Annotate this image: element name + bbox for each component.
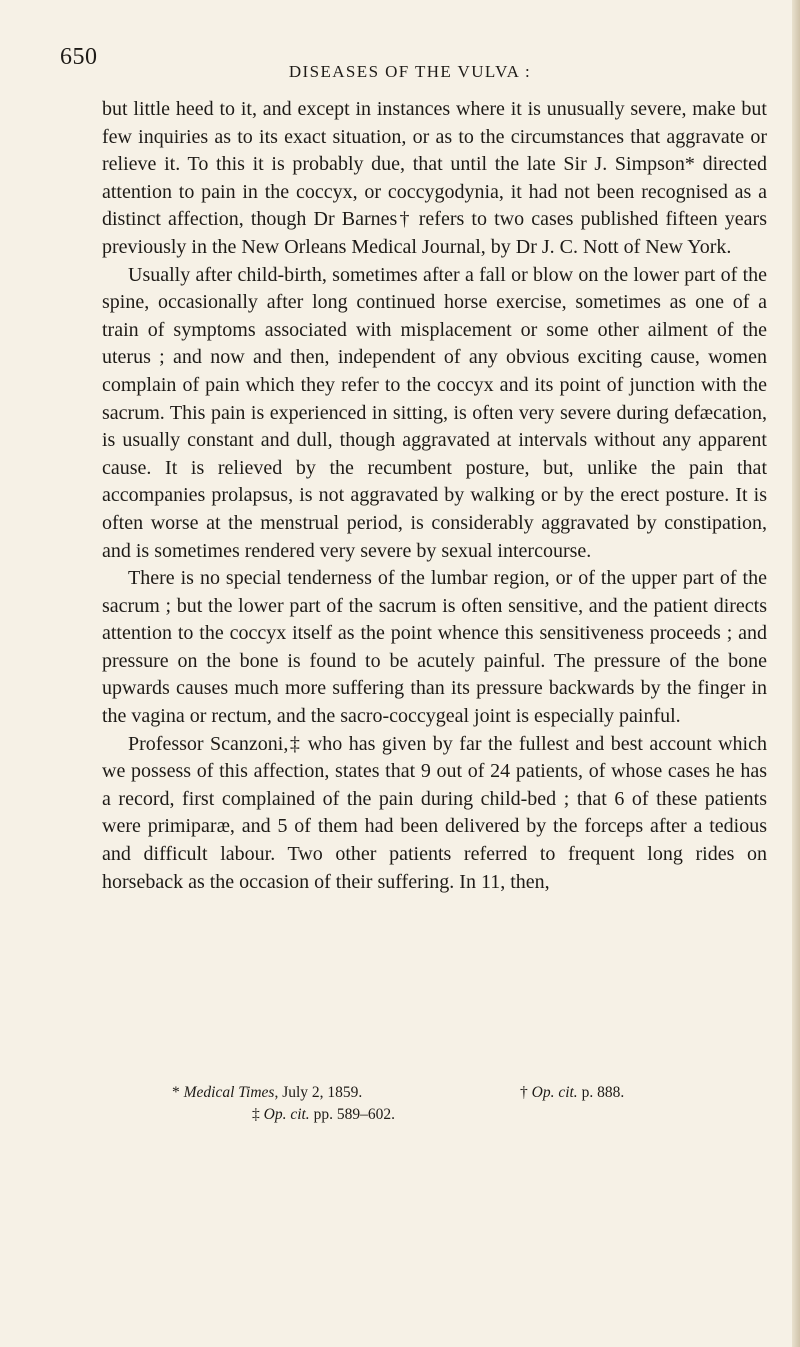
paragraph-1: but little heed to it, and except in instances where it is unusually severe, make but few inquiries as to its exact situation, or as to the circumstances that aggravate or relieve it. To this it is probably due, that until the late Sir J. Simpson* directed attention to pain in the coccyx, or coccygodynia, it had not been recognised as a distinct affection, though Dr Barnes† refers to two cases published fifteen years previously in the New Orleans Medical Journal, by Dr J. C. Nott of New York. xyxy=(102,98,767,258)
footnote-1: * Medical Times, July 2, 1859. xyxy=(172,1084,363,1101)
page-edge xyxy=(792,0,800,1347)
paragraph-3: There is no special tenderness of the lumbar region, or of the upper part of the sacrum ; but the lower part of the sacrum is often sensitive, and the patient directs attention to the coccyx itself as the point whence this sensitiveness proceeds ; and pressure on the bone is found to be acutely painful. The pressure of the bone upwards causes much more suffering than its pressure backwards by the finger in the vagina or rectum, and the sacro-coccygeal joint is especially painful. xyxy=(102,567,767,728)
paragraph-4: Professor Scanzoni,‡ who has given by far the fullest and best account which we possess of this affection, states that 9 out of 24 patients, of whose cases he has a record, first complained of the pain during child-bed ; that 6 of these patients were primiparæ, and 5 of them had been delivered by the forceps after a tedious and difficult labour. Two other patients referred to frequent long rides on horseback as the occasion of their suffering. In 11, then, xyxy=(102,732,767,893)
running-head: DISEASES OF THE VULVA : xyxy=(288,62,532,81)
paragraph-2: Usually after child-birth, sometimes after a fall or blow on the lower part of the spine, occasionally after long continued horse exercise, sometimes as one of a train of symptoms associated with misplacement or some other ailment of the uterus ; and now and then, independent of any obvious exciting cause, women complain of pain which they refer to the coccyx and its point of junction with the sacrum. This pain is experienced in sitting, is often very severe during defæcation, is usually constant and dull, though aggravated at intervals without any apparent cause. It is relieved by the recumbent posture, but, unlike the pain that accompanies prolapsus, is not aggravated by walking or by the erect posture. It is often worse at the menstrual period, is considerably aggravated by constipation, and is sometimes rendered very severe by sexual intercourse. xyxy=(102,263,767,562)
body-text xyxy=(102,96,767,896)
page-number: 650 xyxy=(60,44,98,70)
footnote-2: † Op. cit. p. 888. xyxy=(520,1084,625,1101)
footnotes xyxy=(102,1082,767,1126)
page-header xyxy=(60,44,760,92)
footnote-3: ‡ Op. cit. pp. 589–602. xyxy=(252,1106,395,1123)
